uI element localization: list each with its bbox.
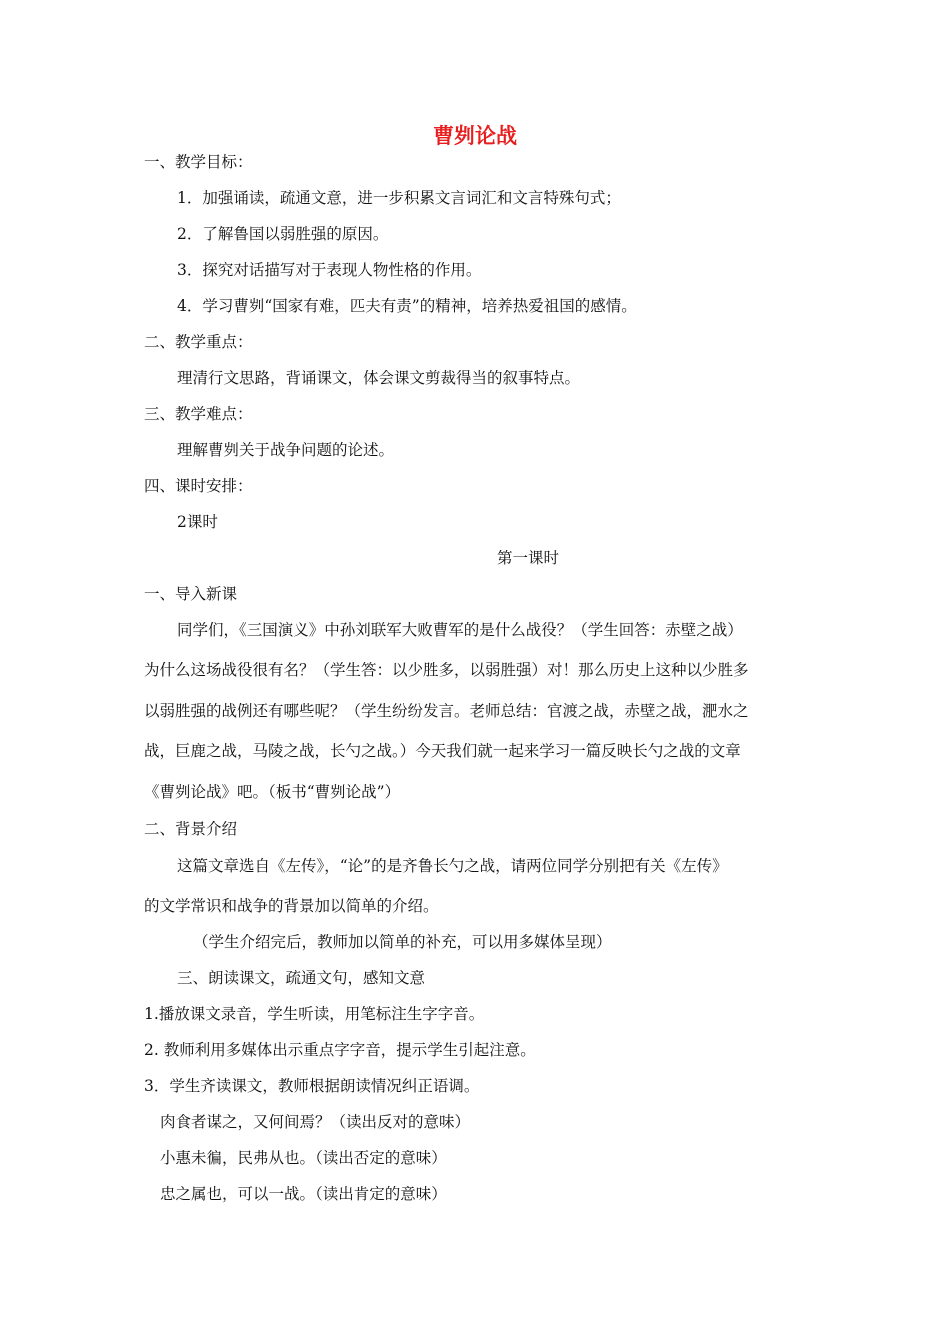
reading-example-1: 肉食者谋之，又何间焉？（读出反对的意味） <box>160 1113 471 1131</box>
reading-step-1: 1.播放课文录音，学生听读，用笔标注生字字音。 <box>144 1005 485 1023</box>
section-heading-schedule: 四、课时安排： <box>144 477 253 495</box>
section-heading-reading: 三、朗读课文，疏通文句，感知文意 <box>177 969 426 987</box>
section-heading-key-points: 二、教学重点： <box>144 333 253 351</box>
paragraph-line: 的文学常识和战争的背景加以简单的介绍。 <box>144 897 439 915</box>
paragraph-line: 《曹刿论战》吧。（板书“曹刿论战”） <box>144 783 401 801</box>
objective-item-2: 2．了解鲁国以弱胜强的原因。 <box>177 225 389 243</box>
paragraph-line: （学生介绍完后，教师加以简单的补充，可以用多媒体呈现） <box>193 933 612 951</box>
reading-step-2: 2. 教师利用多媒体出示重点字字音，提示学生引起注意。 <box>144 1041 536 1059</box>
paragraph-line: 同学们，《三国演义》中孙刘联军大败曹军的是什么战役？（学生回答：赤壁之战） <box>177 621 743 639</box>
lesson-heading: 第一课时 <box>497 549 560 567</box>
paragraph-line: 战，巨鹿之战，马陵之战，长勺之战。）今天我们就一起来学习一篇反映长勺之战的文章 <box>144 742 741 760</box>
schedule-text: 2课时 <box>177 513 218 531</box>
reading-example-2: 小惠未徧，民弗从也。（读出否定的意味） <box>160 1149 447 1167</box>
reading-step-3: 3．学生齐读课文，教师根据朗读情况纠正语调。 <box>144 1077 480 1095</box>
difficulties-text: 理解曹刿关于战争问题的论述。 <box>177 441 395 459</box>
objective-item-1: 1．加强诵读，疏通文意，进一步积累文言词汇和文言特殊句式； <box>177 189 621 207</box>
paragraph-line: 这篇文章选自《左传》，“论”的是齐鲁长勺之战，请两位同学分别把有关《左传》 <box>177 857 728 875</box>
reading-example-3: 忠之属也，可以一战。（读出肯定的意味） <box>160 1185 447 1203</box>
objective-item-3: 3．探究对话描写对于表现人物性格的作用。 <box>177 261 482 279</box>
section-heading-objectives: 一、教学目标： <box>144 153 253 171</box>
paragraph-line: 以弱胜强的战例还有哪些呢？（学生纷纷发言。老师总结：官渡之战，赤壁之战，淝水之 <box>144 702 749 720</box>
document-title: 曹刿论战 <box>433 124 517 148</box>
section-heading-intro: 一、导入新课 <box>144 585 238 603</box>
paragraph-line: 为什么这场战役很有名？（学生答：以少胜多，以弱胜强）对！那么历史上这种以少胜多 <box>144 661 749 679</box>
key-points-text: 理清行文思路，背诵课文，体会课文剪裁得当的叙事特点。 <box>177 369 581 387</box>
objective-item-4: 4．学习曹刿“国家有难，匹夫有责”的精神，培养热爱祖国的感情。 <box>177 297 637 315</box>
section-heading-difficulties: 三、教学难点： <box>144 405 253 423</box>
section-heading-background: 二、背景介绍 <box>144 820 238 838</box>
